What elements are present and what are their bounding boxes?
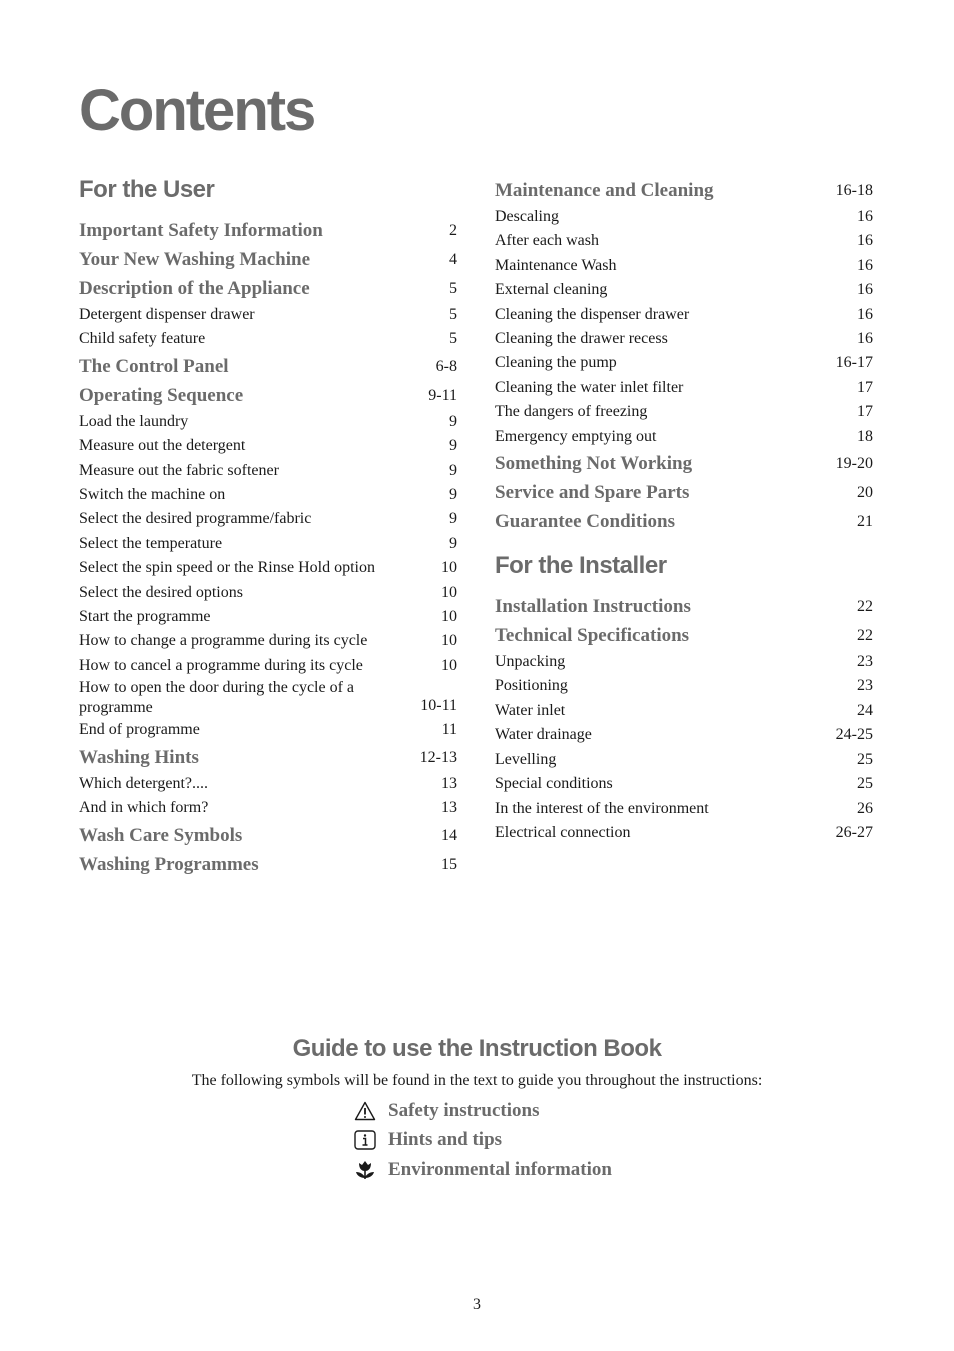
toc-entry-label: Guarantee Conditions (495, 511, 675, 533)
toc-list-maintenance (495, 176, 873, 536)
toc-heading-entry (79, 352, 457, 381)
toc-heading-entry (495, 449, 873, 478)
toc-entry (495, 674, 873, 698)
page-number: 3 (473, 1296, 481, 1313)
toc-entry-page: 25 (857, 775, 873, 793)
toc-heading-entry (79, 743, 457, 772)
toc-entry-page: 26-27 (835, 823, 873, 841)
toc-entry (495, 400, 873, 424)
toc-entry-label: Cleaning the drawer recess (495, 330, 668, 348)
toc-entry-label: Select the desired options (79, 583, 243, 601)
toc-entry-label: Cleaning the pump (495, 354, 617, 372)
symbol-row-environment (353, 1155, 612, 1185)
symbol-legend (353, 1096, 612, 1185)
toc-entry-page: 10 (441, 632, 457, 650)
guide-title: Guide to use the Instruction Book (292, 1035, 662, 1062)
toc-heading-entry (79, 850, 457, 879)
toc-entry (495, 254, 873, 278)
toc-entry (79, 532, 457, 556)
toc-entry-label: Technical Specifications (495, 625, 690, 647)
toc-entry-label: Emergency emptying out (495, 427, 657, 445)
toc-entry (79, 459, 457, 483)
guide-intro: The following symbols will be found in the text to guide you throughout the instructions: (191, 1072, 763, 1089)
toc-entry (79, 507, 457, 531)
toc-entry-page: 24-25 (835, 726, 873, 744)
toc-entry-page: 10 (441, 608, 457, 626)
toc-entry-page: 25 (857, 750, 873, 768)
toc-heading-entry (79, 245, 457, 274)
toc-entry-label: In the interest of the environment (495, 799, 709, 817)
toc-entry (79, 327, 457, 351)
toc-entry-page: 9 (449, 486, 457, 504)
toc-entry-label: Water drainage (495, 726, 592, 744)
section-heading-user: For the User (79, 176, 215, 203)
toc-entry-page: 6-8 (435, 357, 457, 375)
toc-entry-label: And in which form? (79, 799, 209, 817)
toc-entry-page: 24 (857, 701, 873, 719)
toc-entry (495, 748, 873, 772)
toc-entry (495, 278, 873, 302)
toc-entry-page: 16-17 (835, 354, 873, 372)
toc-entry-page: 9 (449, 510, 457, 528)
toc-list-user (79, 216, 457, 879)
toc-entry (79, 718, 457, 742)
toc-entry-label: Child safety feature (79, 330, 206, 348)
toc-entry-label: How to cancel a programme during its cycle (79, 656, 363, 674)
toc-entry (495, 376, 873, 400)
toc-entry-page: 23 (857, 653, 873, 671)
toc-entry (79, 303, 457, 327)
toc-entry (79, 654, 457, 678)
toc-entry (79, 796, 457, 820)
toc-entry-label: Cleaning the dispenser drawer (495, 305, 690, 323)
toc-entry-label: Levelling (495, 750, 557, 768)
toc-heading-entry (495, 507, 873, 536)
toc-entry-page: 26 (857, 799, 873, 817)
toc-entry (495, 650, 873, 674)
toc-entry-label: Cleaning the water inlet filter (495, 378, 684, 396)
toc-entry-label: End of programme (79, 721, 200, 739)
toc-entry-label: Select the temperature (79, 534, 223, 552)
toc-entry-label: The dangers of freezing (495, 403, 648, 421)
toc-entry-label: Important Safety Information (79, 220, 323, 241)
toc-entry-label: Select the spin speed or the Rinse Hold option (79, 559, 375, 577)
toc-entry (79, 605, 457, 629)
toc-entry-page: 9 (449, 412, 457, 430)
toc-entry-page: 13 (441, 774, 457, 792)
toc-entry (495, 303, 873, 327)
toc-entry (495, 797, 873, 821)
toc-entry-page: 18 (857, 427, 873, 445)
toc-entry (79, 434, 457, 458)
info-icon (353, 1128, 377, 1152)
toc-entry-page: 17 (857, 378, 873, 396)
toc-entry-label: How to open the door during the cycle of a programme (79, 679, 355, 717)
toc-heading-entry (495, 592, 873, 621)
toc-entry-page: 9 (449, 534, 457, 552)
toc-entry (495, 229, 873, 253)
toc-entry-page: 15 (441, 855, 457, 873)
toc-entry-page: 16 (857, 232, 873, 250)
symbol-row-hints (353, 1126, 612, 1156)
toc-entry-page: 20 (857, 484, 873, 502)
symbol-label: Safety instructions (388, 1099, 540, 1121)
toc-entry-label: Switch the machine on (79, 486, 226, 504)
toc-entry-page: 16 (857, 330, 873, 348)
page-title: Contents (79, 78, 315, 143)
toc-entry-label: Select the desired programme/fabric (79, 510, 312, 528)
toc-entry-page: 9-11 (428, 386, 457, 404)
toc-entry-label: Unpacking (495, 653, 566, 671)
toc-entry-page: 9 (449, 461, 457, 479)
toc-entry-label: Operating Sequence (79, 384, 244, 406)
toc-entry-page: 22 (857, 598, 873, 616)
toc-heading-entry (79, 274, 457, 303)
toc-entry (79, 678, 457, 718)
toc-entry (495, 723, 873, 747)
toc-entry (495, 351, 873, 375)
toc-entry-page: 16 (857, 281, 873, 299)
toc-entry (495, 821, 873, 845)
toc-entry-page: 17 (857, 403, 873, 421)
guide-section (0, 1032, 954, 1094)
toc-entry-label: Washing Hints (79, 746, 199, 768)
toc-entry-page: 22 (857, 627, 873, 645)
toc-right-column (495, 176, 873, 845)
toc-entry-page: 16 (857, 256, 873, 274)
toc-entry-label: Something Not Working (495, 453, 693, 475)
toc-entry-page: 11 (441, 721, 457, 739)
toc-entry-label: The Control Panel (79, 355, 229, 377)
flower-icon (353, 1158, 377, 1182)
toc-entry (495, 699, 873, 723)
toc-entry-label: Which detergent?.... (79, 774, 208, 792)
toc-entry-page: 9 (449, 437, 457, 455)
toc-entry-label: Measure out the detergent (79, 437, 246, 455)
toc-entry-page: 10-11 (420, 696, 457, 714)
toc-entry (79, 483, 457, 507)
toc-entry-label: Special conditions (495, 775, 613, 793)
toc-entry-label: Load the laundry (79, 412, 189, 430)
toc-heading-entry (79, 381, 457, 410)
toc-entry (79, 410, 457, 434)
toc-entry-label: How to change a programme during its cycle (79, 632, 368, 650)
toc-entry-label: Descaling (495, 208, 559, 225)
toc-entry (495, 327, 873, 351)
toc-entry-label: Installation Instructions (495, 596, 691, 618)
toc-entry-page: 5 (449, 280, 457, 297)
toc-entry-label: Washing Programmes (79, 853, 259, 875)
toc-entry-label: Measure out the fabric softener (79, 461, 279, 479)
toc-heading-entry (79, 216, 457, 245)
warning-triangle-icon (353, 1099, 377, 1123)
toc-entry-label: Maintenance and Cleaning (495, 180, 714, 201)
toc-entry-label: Electrical connection (495, 823, 631, 841)
toc-entry-page: 16 (857, 208, 873, 225)
toc-heading-entry (79, 821, 457, 850)
toc-left-column (79, 174, 457, 879)
toc-heading-entry (495, 176, 873, 205)
toc-entry (495, 772, 873, 796)
toc-entry (79, 556, 457, 580)
toc-entry (79, 629, 457, 653)
toc-entry (79, 581, 457, 605)
toc-entry-page: 12-13 (419, 748, 457, 766)
toc-entry-page: 5 (449, 330, 457, 348)
toc-entry (495, 205, 873, 229)
toc-heading-entry (495, 478, 873, 507)
toc-entry-label: After each wash (495, 232, 599, 250)
toc-entry-label: Start the programme (79, 608, 211, 626)
toc-entry-label: Your New Washing Machine (79, 249, 311, 270)
toc-entry-page: 5 (449, 306, 457, 323)
toc-entry-page: 19-20 (835, 455, 873, 473)
toc-entry-page: 4 (449, 251, 457, 268)
toc-entry-page: 10 (441, 656, 457, 674)
toc-entry-page: 13 (441, 799, 457, 817)
toc-entry-label: Service and Spare Parts (495, 482, 690, 504)
toc-entry-page: 21 (857, 513, 873, 531)
toc-entry-label: Detergent dispenser drawer (79, 306, 255, 323)
toc-entry-label: Wash Care Symbols (79, 824, 243, 846)
toc-entry-page: 14 (441, 826, 457, 844)
toc-entry (79, 772, 457, 796)
toc-entry (495, 425, 873, 449)
toc-entry-label: Positioning (495, 677, 568, 695)
toc-entry-label: Description of the Appliance (79, 278, 310, 299)
toc-heading-entry (495, 621, 873, 650)
toc-entry-label: External cleaning (495, 281, 608, 299)
toc-entry-page: 10 (441, 559, 457, 577)
toc-list-installer (495, 592, 873, 845)
section-heading-installer: For the Installer (495, 552, 667, 580)
toc-entry-page: 10 (441, 583, 457, 601)
toc-entry-page: 23 (857, 677, 873, 695)
symbol-label: Hints and tips (388, 1129, 503, 1151)
toc-entry-label: Water inlet (495, 701, 566, 719)
toc-entry-page: 16-18 (835, 182, 873, 199)
toc-entry-page: 2 (449, 222, 457, 239)
toc-entry-page: 16 (857, 305, 873, 323)
symbol-label: Environmental information (388, 1158, 612, 1180)
symbol-row-safety (353, 1096, 612, 1126)
toc-entry-label: Maintenance Wash (495, 256, 617, 274)
